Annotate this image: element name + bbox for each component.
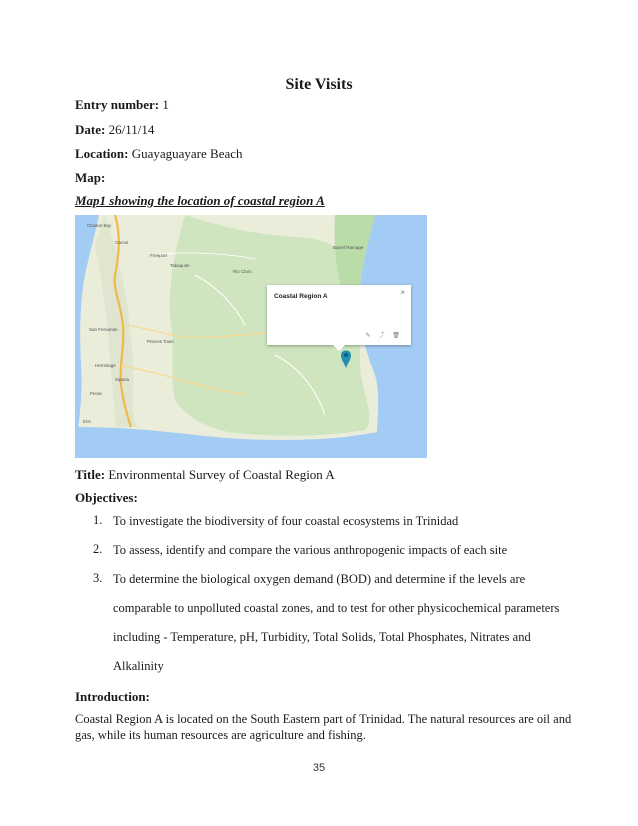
date bbox=[75, 122, 154, 138]
location bbox=[75, 146, 243, 162]
map-label-tabaquite: Tabaquite bbox=[170, 263, 190, 268]
objectives-heading bbox=[75, 490, 138, 506]
objective-item bbox=[75, 513, 575, 542]
entry-number-label: Entry number: bbox=[75, 97, 160, 112]
page-number: 35 bbox=[312, 762, 326, 774]
close-icon[interactable]: × bbox=[400, 288, 405, 297]
report-title-value: Environmental Survey of Coastal Region A bbox=[108, 467, 335, 482]
page-title: Site Visits bbox=[285, 76, 353, 93]
report-title-label: Title: bbox=[75, 467, 106, 482]
date-label: Date: bbox=[75, 122, 106, 137]
objective-text: To determine the biological oxygen demand (BOD) and determine if the levels are bbox=[113, 572, 526, 586]
report-title bbox=[75, 467, 335, 483]
objective-number: 3. bbox=[93, 571, 103, 585]
objective-item bbox=[75, 542, 575, 571]
entry-number bbox=[75, 97, 169, 113]
popup-title: Coastal Region A bbox=[274, 293, 328, 300]
objective-text: including - Temperature, pH, Turbidity, Total Solids, Total Phosphates, Nitrates and bbox=[113, 630, 531, 644]
location-value: Guayaguayare Beach bbox=[131, 146, 243, 161]
location-label: Location: bbox=[75, 146, 129, 161]
map-label-hermitage: Hermitage bbox=[95, 363, 116, 368]
map-label-claxton-bay: Claxton Bay bbox=[87, 223, 112, 228]
introduction-label: Introduction: bbox=[75, 689, 150, 704]
introduction-text: Coastal Region A is located on the South Eastern part of Trinidad. The natural resources are oil and gas, while its human resources are agriculture and fishing. bbox=[75, 712, 572, 742]
objective-text: To investigate the biodiversity of four coastal ecosystems in Trinidad bbox=[113, 514, 459, 528]
objective-item bbox=[75, 571, 575, 687]
map-label-siparia: Siparia bbox=[115, 377, 130, 382]
popup-pointer bbox=[333, 345, 345, 351]
objective-text: Alkalinity bbox=[113, 659, 164, 673]
map-caption: Map1 showing the location of coastal region A bbox=[75, 193, 325, 208]
map-label-rio-claro: Rio Claro bbox=[233, 269, 252, 274]
popup-tools-icons[interactable]: ✎ ⤴ 🗑 bbox=[365, 332, 403, 339]
map-heading bbox=[75, 170, 105, 186]
objective-text: comparable to unpolluted coastal zones, and to test for other physicochemical parameters bbox=[113, 601, 560, 615]
map-label-freeport: Freeport bbox=[150, 253, 168, 258]
map-label-erin: Erin bbox=[83, 419, 92, 424]
objective-number: 1. bbox=[93, 513, 103, 527]
objective-text: To assess, identify and compare the various anthropogenic impacts of each site bbox=[113, 543, 508, 557]
entry-number-value: 1 bbox=[162, 97, 169, 112]
introduction-heading bbox=[75, 689, 150, 705]
map-label-princes-town: Princes Town bbox=[147, 339, 174, 344]
objectives-list bbox=[75, 513, 575, 687]
map-info-popup[interactable] bbox=[267, 285, 411, 345]
map-label-san-fernando: San Fernando bbox=[89, 327, 118, 332]
map-label-penal: Penal bbox=[90, 391, 102, 396]
objective-number: 2. bbox=[93, 542, 103, 556]
map-image[interactable] bbox=[75, 215, 427, 458]
map-label: Map: bbox=[75, 170, 106, 185]
map-label-barrel-ramage: Barrel Ramage bbox=[333, 245, 364, 250]
map-label-caroni: Caroni bbox=[115, 240, 129, 245]
date-value: 26/11/14 bbox=[108, 122, 155, 137]
objectives-label: Objectives: bbox=[75, 490, 138, 505]
